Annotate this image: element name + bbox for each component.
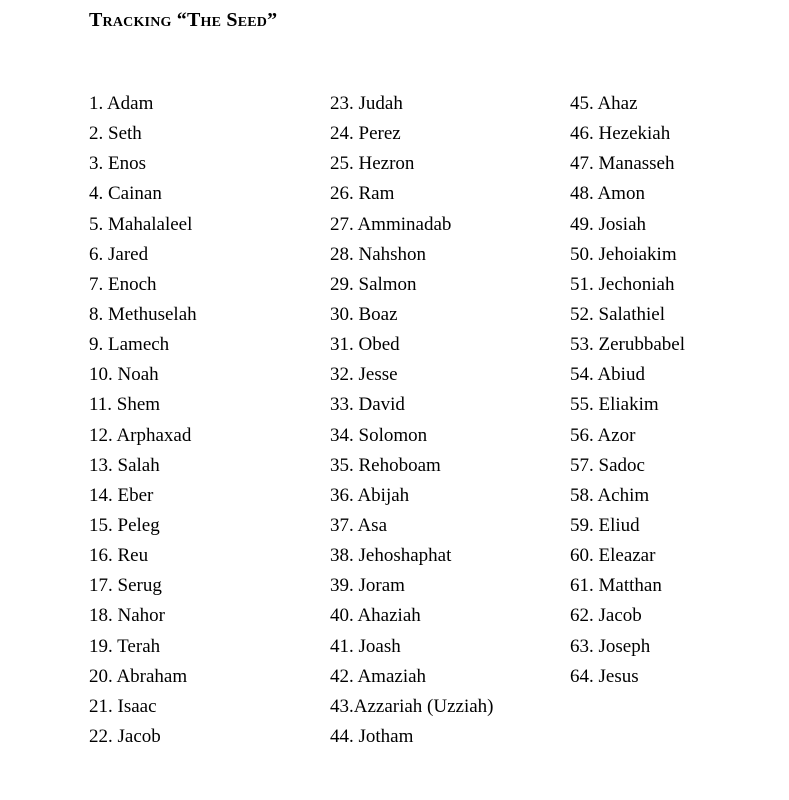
list-item: 27. Amminadab [330,213,452,235]
list-item: 3. Enos [89,153,146,175]
list-item: 30. Boaz [330,303,398,325]
list-item: 59. Eliud [570,514,640,536]
list-item: 35. Rehoboam [330,454,441,476]
list-item: 51. Jechoniah [570,273,675,295]
list-item: 12. Arphaxad [89,424,192,446]
page-title: Tracking “The Seed” [89,9,278,31]
list-item: 5. Mahalaleel [89,213,193,235]
list-item: 20. Abraham [89,665,188,687]
list-item: 57. Sadoc [570,454,645,476]
list-item: 22. Jacob [89,725,161,747]
list-item: 11. Shem [89,394,161,416]
list-item: 34. Solomon [330,424,428,446]
list-item: 61. Matthan [570,575,662,597]
list-item: 4. Cainan [89,183,162,205]
list-item: 36. Abijah [330,484,410,506]
list-item: 42. Amaziah [330,665,427,687]
list-item: 55. Eliakim [570,394,659,416]
list-item: 6. Jared [89,243,149,265]
list-item: 7. Enoch [89,273,157,295]
list-item: 13. Salah [89,454,160,476]
list-item: 18. Nahor [89,605,165,627]
list-item: 58. Achim [570,484,650,506]
list-item: 62. Jacob [570,605,642,627]
list-item: 21. Isaac [89,695,157,717]
list-item: 31. Obed [330,334,400,356]
list-item: 29. Salmon [330,273,417,295]
list-item: 33. David [330,394,405,416]
genealogy-column-1 [89,89,197,752]
list-item: 54. Abiud [570,364,645,386]
list-item: 28. Nahshon [330,243,427,265]
list-item: 24. Perez [330,123,401,145]
list-item: 38. Jehoshaphat [330,545,452,567]
list-item: 63. Joseph [570,635,651,657]
list-item: 64. Jesus [570,665,639,687]
list-item: 46. Hezekiah [570,123,671,145]
genealogy-column-2 [330,89,494,752]
list-item: 41. Joash [330,635,401,657]
list-item: 1. Adam [89,93,154,114]
list-item: 8. Methuselah [89,303,197,325]
list-item: 9. Lamech [89,334,170,356]
list-item: 39. Joram [330,575,405,597]
list-item: 19. Terah [89,635,161,657]
list-item: 10. Noah [89,364,159,386]
list-item: 52. Salathiel [570,303,665,325]
list-item: 53. Zerubbabel [570,334,686,356]
list-item: 23. Judah [330,93,403,114]
list-item: 47. Manasseh [570,153,675,175]
list-item: 26. Ram [330,183,395,205]
list-item: 48. Amon [570,183,645,205]
list-item: 43.Azzariah (Uzziah) [330,695,494,717]
list-item: 15. Peleg [89,514,160,536]
list-item: 37. Asa [330,514,387,536]
list-item: 60. Eleazar [570,545,656,567]
list-item: 49. Josiah [570,213,646,235]
list-item: 45. Ahaz [570,93,638,114]
list-item: 32. Jesse [330,364,398,386]
list-item: 40. Ahaziah [330,605,421,627]
list-item: 14. Eber [89,484,154,506]
genealogy-column-3 [570,89,685,692]
list-item: 2. Seth [89,123,142,145]
list-item: 17. Serug [89,575,162,597]
list-item: 50. Jehoiakim [570,243,677,265]
list-item: 16. Reu [89,545,149,567]
list-item: 56. Azor [570,424,636,446]
list-item: 25. Hezron [330,153,415,175]
list-item: 44. Jotham [330,725,414,747]
